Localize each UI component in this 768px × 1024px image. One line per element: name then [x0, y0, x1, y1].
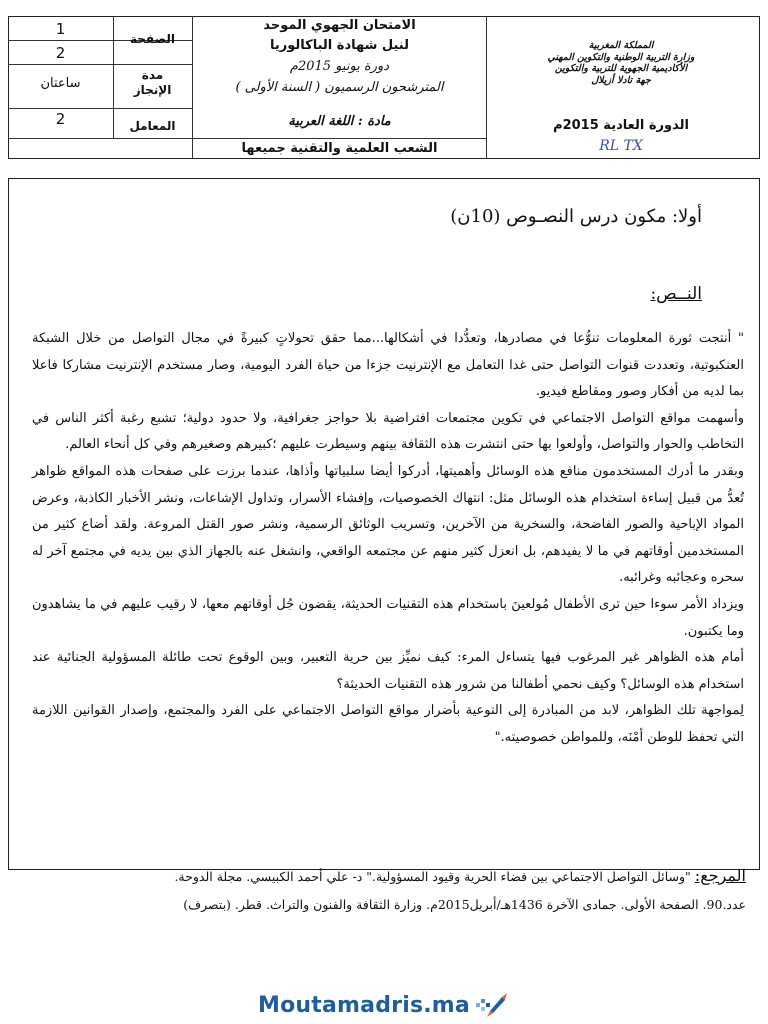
- ministry-line-4: جهة تادلا أزيلال: [591, 74, 651, 86]
- rocket-icon: [474, 991, 508, 1019]
- exam-subtitle: لنيل شهادة الباكالوريا: [270, 38, 409, 53]
- coefficient-value: 2: [55, 110, 66, 128]
- reference-label: المرجع:: [694, 866, 746, 885]
- paragraph: وبقدر ما أدرك المستخدمون منافع هذه الوسائل وأهميتها، أدركوا أيضا سلبياتها وأذاها، عندما برزت على صفحات هذه المواقع ظواهر تُعدُّ من قبيل إساءة استخدام هذه الوسائل مثل: انتهاك الخصوصيات، وإفشاء الأسرار، وتداول الإشاعات، ونشر الأخبار الكاذبة، وعرض المواد الإباحية والصور الفاضحة، والسخرية من الآخرين، وتسريب الوثائق الرسمية، ونشر صور القتل المروعة. ولقد أضاع كثير من المستخدمين أوقاتهم في ما لا يفيدهم، بل انعزل كثير منهم عن مجتمعه الواقعي، وانشغل عنه بالجهاز الذي بين يديه في مجتمع آخر له سحره وعجائبه وغرائبه.: [32, 463, 744, 586]
- site-name: Moutamadris.ma: [258, 992, 470, 1018]
- reference-line-1: "وسائل التواصل الاجتماعي بين فضاء الحرية وقيود المسؤولية." د- علي أحمد الكبيسي. مجلة الدوحة.: [174, 869, 691, 884]
- page-total: 2: [55, 44, 66, 62]
- duration-value: ساعتان: [40, 76, 81, 91]
- section-title: أولا: مكون درس النصـوص (10ن): [450, 206, 702, 227]
- session-line: دورة يونيو 2015م: [289, 59, 390, 74]
- exam-title: الامتحان الجهوي الموحد: [263, 18, 416, 33]
- branches-line: الشعب العلمية والتقنية جميعها: [241, 141, 438, 156]
- ministry-line-2: وزارة التربية الوطنية والتكوين المهني: [547, 51, 695, 63]
- subject-line: مادة : اللغة العربية: [288, 114, 391, 129]
- reference-block: [32, 862, 746, 919]
- regular-session: الدورة العادية 2015م: [553, 118, 689, 133]
- duration-label: مدة الإنجاز: [133, 68, 172, 97]
- exam-code: RL TX: [599, 138, 643, 154]
- paragraph: وأسهمت مواقع التواصل الاجتماعي في تكوين مجتمعات افتراضية بلا حواجز جغرافية، ولا حدود دولية؛ تشبع رغبة أكثر الناس في التخاطب والحوار والتواصل، وأولعوا بها حتى انتشرت هذه الثقافة بينهم وسيطرت عليهم ؛كبيرهم وصغيرهم وفي كل أنحاء العالم.: [32, 410, 744, 453]
- ministry-line-3: الأكاديمية الجهوية للتربية والتكوين: [554, 63, 688, 74]
- ministry-block: [487, 40, 755, 86]
- site-logo[interactable]: [258, 990, 518, 1020]
- paragraph: أمام هذه الظواهر غير المرغوب فيها يتساءل المرء: كيف نميِّز بين حرية التعبير، وبين الوقوع تحت طائلة المسؤولية الجنائية عند استخدام هذه الوسائل؟ وكيف نحمي أطفالنا من شرور هذه التقنيات الحديثة؟: [32, 650, 744, 692]
- paragraph: ويزداد الأمر سوءا حين ترى الأطفال مُولعينَ باستخدام هذه التقنيات الحديثة، يقضون جُل أوقاتهم معها، لا رقيب عليهم في ما يشاهدون وما يكتبون.: [32, 596, 744, 639]
- coefficient-label: المعامل: [129, 119, 176, 133]
- text-heading: النــص:: [650, 284, 702, 304]
- reference-line-2: عدد.90. الصفحة الأولى. جمادى الآخرة 1436هـ/أبريل2015م. وزارة الثقافة والفنون والتراث. قطر. (بتصرف): [183, 897, 746, 912]
- page-label: الصفحة: [129, 32, 175, 46]
- ministry-line-1: المملكة المغربية: [588, 40, 654, 51]
- text-body: [32, 326, 744, 752]
- paragraph: لِمواجهة تلك الظواهر، لابد من المبادرة إلى التوعية بأضرار مواقع التواصل الاجتماعي على الفرد والمجتمع، وإصدار القوانين اللازمة التي تحفظ للوطن أمْنَه، وللمواطن خصوصيته.": [32, 703, 744, 745]
- page-number: 1: [55, 20, 66, 38]
- candidates-line: المترشحون الرسميون ( السنة الأولى ): [235, 80, 444, 95]
- paragraph: " أنتجت ثورة المعلومات تنوُّعا في مصادرها، وتعدُّدا في أشكالها...مما حقق تحولاتٍ كبيرةً في مجال التواصل من خلال الشبكة العنكبوتية، وتعددت قنوات التواصل حتى غدا التعامل مع الإنترنيت جزءا من حياة الفرد اليومية، وصار مستخدم الإنترنيت مشاركا فاعلا بما لديه من أفكار وصور ومقاطع فيديو.: [32, 331, 744, 400]
